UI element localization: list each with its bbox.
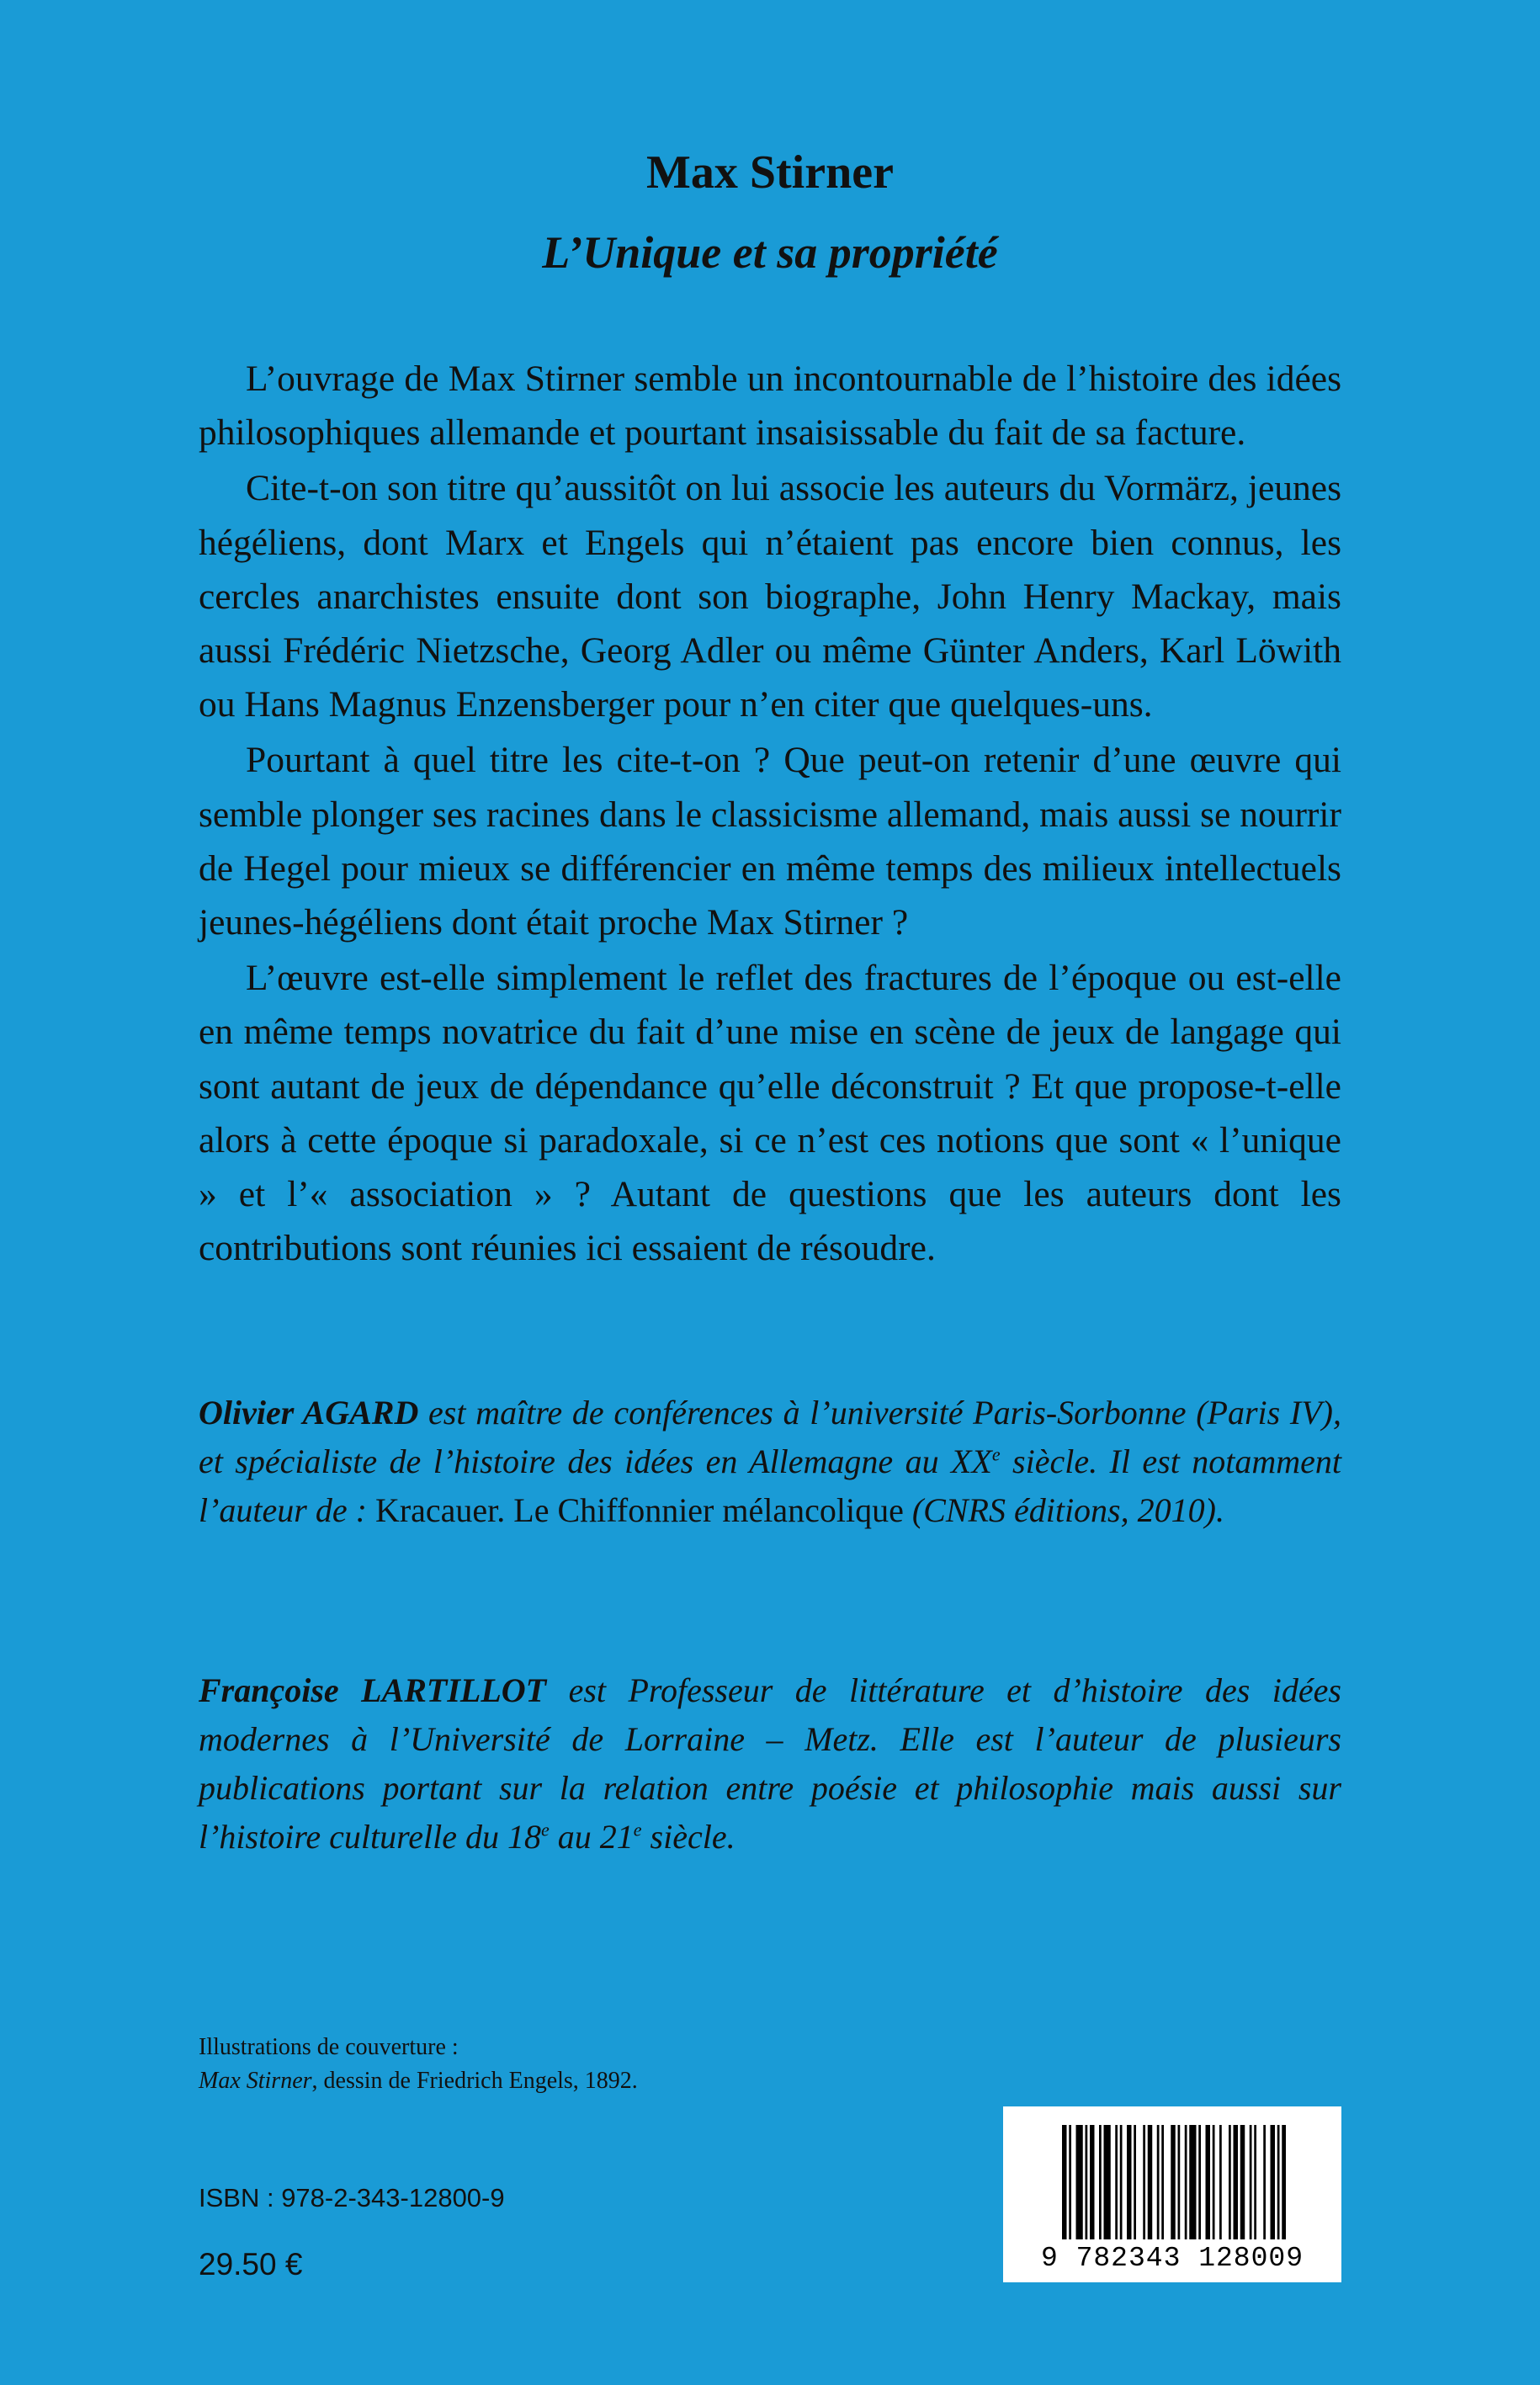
barcode-bar <box>1134 2125 1136 2239</box>
barcode-bar <box>1219 2125 1222 2239</box>
bio-text: siècle. Il est notamment l’auteur de : <box>199 1442 1341 1529</box>
author-bio-agard <box>199 1389 1341 1535</box>
isbn: ISBN : 978-2-343-12800-9 <box>199 2183 505 2212</box>
barcode-bar <box>1282 2125 1286 2239</box>
barcode-bar <box>1171 2125 1176 2239</box>
barcode-bar <box>1240 2125 1245 2239</box>
barcode-bar <box>1185 2125 1187 2239</box>
blurb-paragraph: L’ouvrage de Max Stirner semble un incontournable de l’histoire des idées philosophiques allemande et pourtant insaisissable du fait de sa facture. <box>199 359 1341 454</box>
barcode-bar <box>1161 2125 1164 2239</box>
barcode-bar <box>1277 2125 1280 2239</box>
credits-heading: Illustrations de couverture : <box>199 2034 459 2060</box>
barcode-panel <box>1003 2106 1341 2282</box>
barcode-bar <box>1069 2125 1071 2239</box>
barcode-bar <box>1229 2125 1231 2239</box>
bio-text: siècle. <box>641 1818 735 1856</box>
author-bio-lartillot <box>199 1666 1341 1862</box>
barcode-bar <box>1062 2125 1067 2239</box>
barcode-bar <box>1234 2125 1239 2239</box>
barcode-icon <box>1059 2125 1286 2243</box>
barcode-bar <box>1263 2125 1266 2239</box>
barcode-bar <box>1250 2125 1252 2239</box>
barcode-bar <box>1254 2125 1256 2239</box>
barcode-bar <box>1157 2125 1160 2239</box>
bio-text: est Professeur de littérature et d’histoire des idées modernes à l’Université de Lorraine – Metz. Elle est l’auteur de plusieurs publications portant sur la relation entre poésie et philosophie mais aussi sur l’histoire culturelle du 18 <box>199 1671 1341 1856</box>
bio-superscript: e <box>540 1819 550 1841</box>
barcode-bar <box>1086 2125 1088 2239</box>
barcode-bar <box>1104 2125 1111 2239</box>
blurb-paragraph: Cite-t-on son titre qu’aussitôt on lui associe les auteurs du Vormärz, jeunes hégéliens, dont Marx et Engels qui n’étaient pas encore bien connus, les cercles anarchistes ensuite dont son biographe, John Henry Mackay, mais aussi Frédéric Nietzsche, Georg Adler ou même Günter Anders, Karl Löwith ou Hans Magnus Enzensberger pour n’en citer que quelques-uns. <box>199 468 1341 725</box>
credits-subject: Max Stirner <box>199 2068 312 2094</box>
barcode-bar <box>1213 2125 1215 2239</box>
bio-work-title: Kracauer. Le Chiffonnier mélancolique <box>374 1491 904 1529</box>
barcode-bar <box>1115 2125 1118 2239</box>
bio-text: au 21 <box>549 1818 634 1856</box>
barcode-bar <box>1127 2125 1132 2239</box>
barcode-bar <box>1090 2125 1095 2239</box>
barcode-bar <box>1143 2125 1145 2239</box>
bio-name: Olivier AGARD <box>199 1394 419 1432</box>
barcode-bar <box>1178 2125 1181 2239</box>
credits-line <box>199 2064 638 2098</box>
bio-text: est maître de conférences à l’université Paris-Sorbonne (Paris IV), et spécialiste de l’histoire des idées en Allemagne au XX <box>199 1394 1341 1480</box>
cover-credits <box>199 2031 638 2098</box>
blurb <box>199 352 1341 1277</box>
barcode-bar <box>1120 2125 1123 2239</box>
author-heading: Max Stirner <box>646 146 894 199</box>
credits-detail: , dessin de Friedrich Engels, 1892. <box>311 2068 638 2094</box>
bio-superscript: e <box>991 1443 1001 1465</box>
barcode-bar <box>1099 2125 1102 2239</box>
barcode-bar <box>1271 2125 1276 2239</box>
bio-text: (CNRS éditions, 2010). <box>903 1491 1224 1529</box>
blurb-paragraph: Pourtant à quel titre les cite-t-on ? Que peut-on retenir d’une œuvre qui semble plonger ses racines dans le classicisme allemand, mais aussi se nourrir de Hegel pour mieux se différencier en même temps des milieux intellectuels jeunes-hégéliens dont était proche Max Stirner ? <box>199 740 1341 943</box>
bio-superscript: e <box>633 1819 642 1841</box>
barcode-bar <box>1206 2125 1211 2239</box>
book-title: L’Unique et sa propriété <box>542 227 998 278</box>
barcode-bar <box>1076 2125 1083 2239</box>
price: 29.50 € <box>199 2247 303 2281</box>
barcode-bar <box>1148 2125 1153 2239</box>
barcode-bar <box>1189 2125 1196 2239</box>
barcode-digits: 9 782343 128009 <box>1040 2243 1304 2274</box>
blurb-paragraph: L’œuvre est-elle simplement le reflet des fractures de l’époque ou est-elle en même temps novatrice du fait d’une mise en scène de jeux de langage qui sont autant de jeux de dépendance qu’elle déconstruit ? Et que propose-t-elle alors à cette époque si paradoxale, si ce n’est ces notions que sont « l’unique » et l’« association » ? Autant de questions que les auteurs dont les contributions sont réunies ici essaient de résoudre. <box>199 958 1341 1269</box>
bio-name: Françoise LARTILLOT <box>199 1671 547 1709</box>
barcode-bar <box>1198 2125 1201 2239</box>
